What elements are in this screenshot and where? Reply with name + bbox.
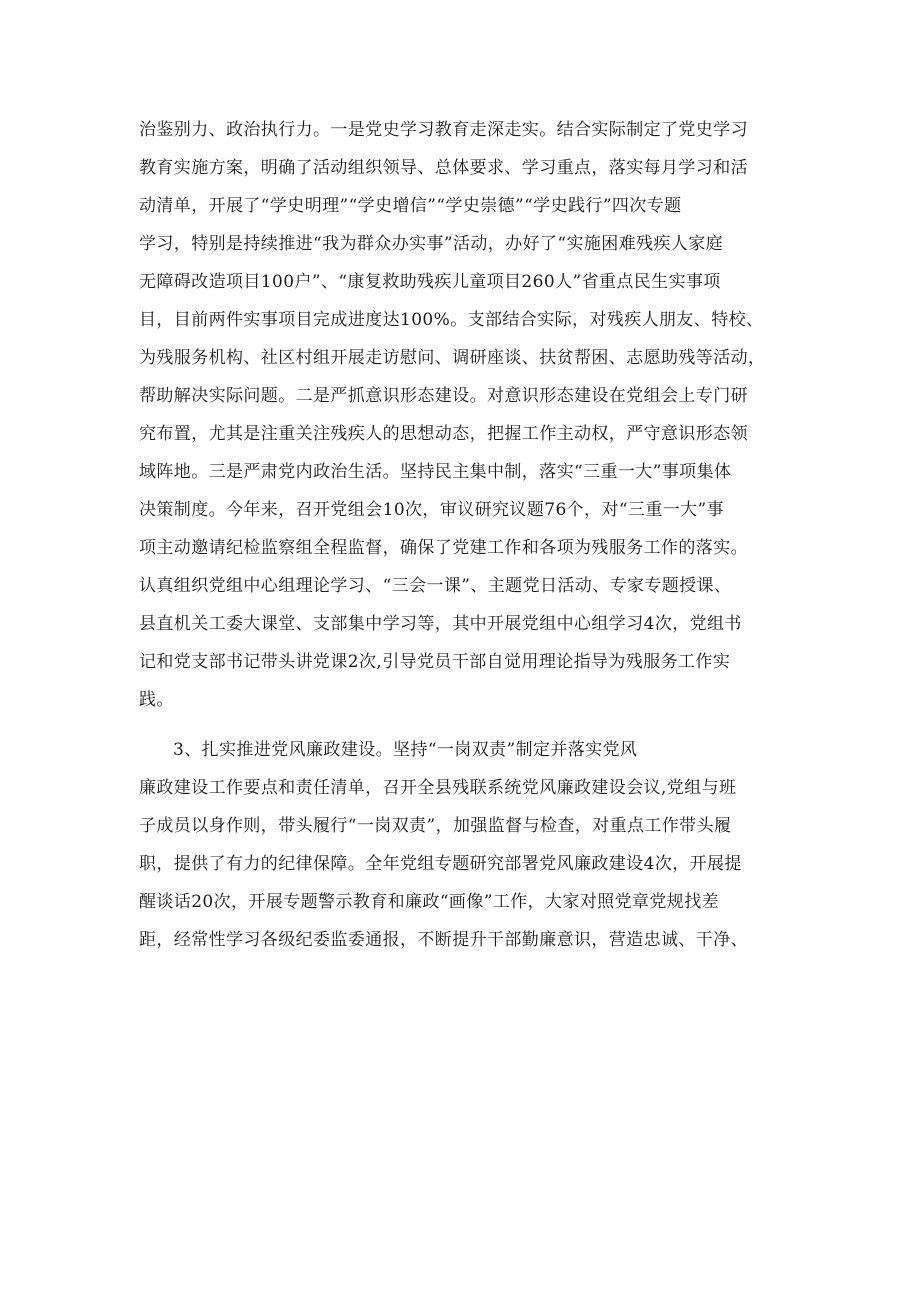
body-text-line: 域阵地。三是严肃党内政治生活。坚持民主集中制，落实“三重一大”事项集体 — [139, 462, 732, 482]
body-text-line: 认真组织党组中心组理论学习、“三会一课”、主题党日活动、专家专题授课、 — [139, 576, 732, 596]
body-text-line: 决策制度。今年来，召开党组会10次，审议研究议题76个，对“三重一大”事 — [139, 500, 725, 520]
body-text-line: 为残服务机构、社区村组开展走访慰问、调研座谈、扶贫帮困、志愿助残等活动， — [139, 348, 766, 368]
body-text-line: 子成员以身作则，带头履行“一岗双责”，加强监督与检查，对重点工作带头履 — [139, 816, 732, 836]
body-text-line: 教育实施方案，明确了活动组织领导、总体要求、学习重点，落实每月学习和活 — [139, 158, 748, 178]
body-text-line: 项主动邀请纪检监察组全程监督，确保了党建工作和各项为残服务工作的落实。 — [139, 538, 748, 558]
body-text-line: 究布置，尤其是注重关注残疾人的思想动态，把握工作主动权，严守意识形态领 — [139, 424, 748, 444]
section-heading-line: 3、扎实推进党风廉政建设。坚持“一岗双责”制定并落实党风 — [173, 740, 638, 760]
body-text-line: 廉政建设工作要点和责任清单，召开全县残联系统党风廉政建设会议,党组与班 — [139, 778, 737, 798]
body-text-line: 目，目前两件实事项目完成进度达100%。支部结合实际，对残疾人朋友、特校、 — [139, 310, 764, 330]
body-text-line: 践。 — [139, 690, 174, 710]
body-text-line: 记和党支部书记带头讲党课2次,引导党员干部自觉用理论指导为残服务工作实 — [139, 652, 731, 672]
body-text-line: 距，经常性学习各级纪委监委通报，不断提升干部勤廉意识，营造忠诚、干净、 — [139, 930, 748, 950]
body-text-line: 帮助解决实际问题。二是严抓意识形态建设。对意识形态建设在党组会上专门研 — [139, 386, 748, 406]
body-text-line: 动清单，开展了“学史明理”“学史增信”“学史崇德”“学史践行”四次专题 — [139, 196, 682, 216]
body-text-line: 职，提供了有力的纪律保障。全年党组专题研究部署党风廉政建设4次，开展提 — [139, 854, 742, 874]
body-text-line: 县直机关工委大课堂、支部集中学习等，其中开展党组中心组学习4次，党组书 — [139, 614, 742, 634]
body-text-line: 醒谈话20次，开展专题警示教育和廉政“画像”工作，大家对照党章党规找差 — [139, 892, 720, 912]
body-text-line: 学习，特别是持续推进“我为群众办实事”活动，办好了“实施困难残疾人家庭 — [139, 234, 724, 254]
body-text-line: 无障碍改造项目100户”、“康复救助残疾儿童项目260人”省重点民生实事项 — [139, 272, 721, 292]
body-text-line: 治鉴别力、政治执行力。一是党史学习教育走深走实。结合实际制定了党史学习 — [139, 120, 748, 140]
